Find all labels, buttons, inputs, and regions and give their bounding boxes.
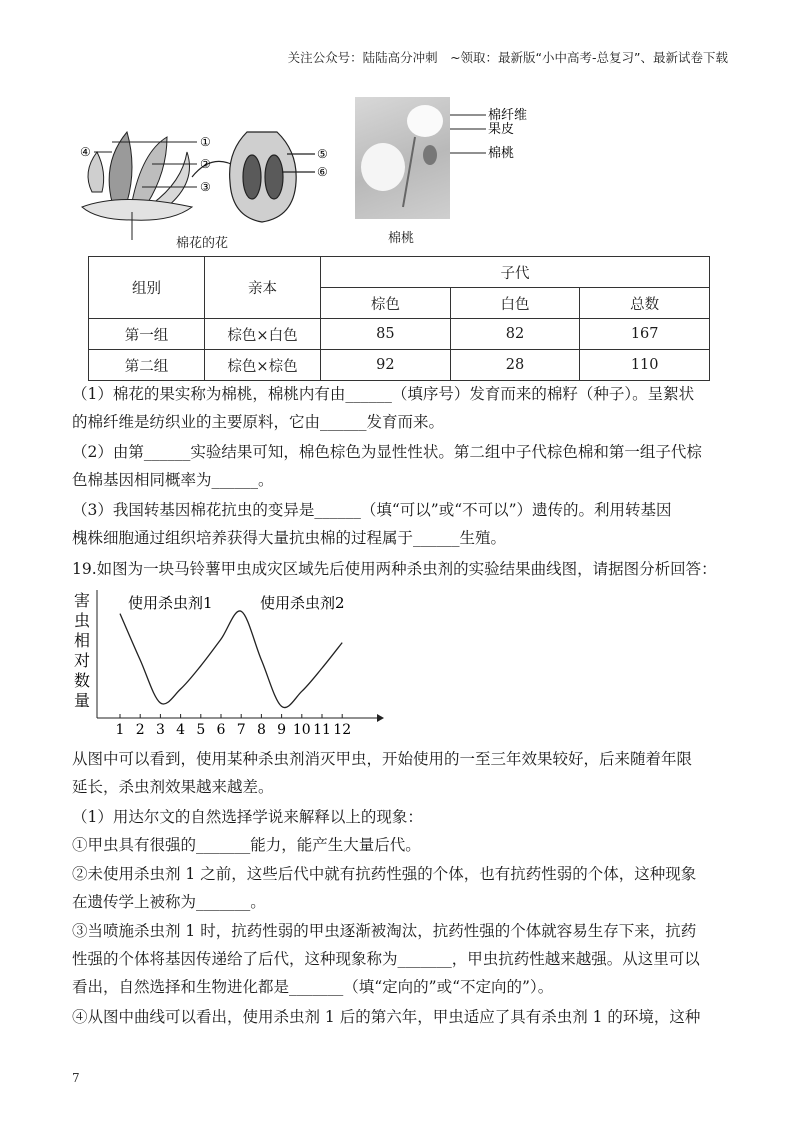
header-offspring: 子代 bbox=[321, 257, 710, 288]
table-row bbox=[89, 319, 710, 350]
x-tick-label: 2 bbox=[135, 722, 145, 738]
boll-photo-drawing bbox=[355, 97, 450, 219]
q19-item2-b: 在遗传学上被称为_______。 bbox=[72, 893, 266, 911]
header-group: 组别 bbox=[89, 257, 205, 319]
q18-part2-line2: 色棉基因相同概率为______。 bbox=[72, 471, 274, 489]
q18-part1-line2: 的棉纤维是纺织业的主要原料，它由______发育而来。 bbox=[72, 413, 445, 431]
q18-part3-line2: 槐株细胞通过组织培养获得大量抗虫棉的过程属于______生殖。 bbox=[72, 529, 507, 547]
table-row bbox=[89, 350, 710, 381]
x-tick-label: 7 bbox=[236, 722, 246, 738]
x-tick-label: 4 bbox=[176, 722, 186, 738]
cell-brown: 92 bbox=[321, 350, 451, 381]
q19-text-1: 从图中可以看到，使用某种杀虫剂消灭甲虫，开始使用的一至三年效果较好，后来随着年限 bbox=[72, 750, 693, 768]
q19-item4: ④从图中曲线可以看出，使用杀虫剂 1 后的第六年，甲虫适应了具有杀虫剂 1 的环境，这种 bbox=[72, 1008, 701, 1026]
cotton-boll-photo bbox=[355, 97, 450, 219]
x-tick-label: 6 bbox=[216, 722, 226, 738]
subheader-total: 总数 bbox=[580, 288, 710, 319]
pest-curve-chart bbox=[72, 588, 392, 740]
q19-item3-a: ③当喷施杀虫剂 1 时，抗药性弱的甲虫逐渐被淘汰，抗药性强的个体就容易生存下来，抗药 bbox=[72, 922, 697, 940]
cell-parent: 棕色×白色 bbox=[205, 319, 321, 350]
cell-parent: 棕色×棕色 bbox=[205, 350, 321, 381]
boll-caption: 棉桃 bbox=[388, 231, 415, 246]
cell-total: 110 bbox=[580, 350, 710, 381]
q18-part3-line1: （3）我国转基因棉花抗虫的变异是______（填“可以”或“不可以”）遗传的。利用转基因 bbox=[72, 501, 672, 519]
cross-result-table bbox=[88, 256, 710, 381]
subheader-white: 白色 bbox=[450, 288, 580, 319]
y-label-char: 相 bbox=[74, 631, 91, 650]
boll-label-lines bbox=[450, 100, 570, 170]
header-parent: 亲本 bbox=[205, 257, 321, 319]
q18-part2-line1: （2）由第______实验结果可知，棉色棕色为显性性状。第二组中子代棕色棉和第一组子代棕 bbox=[72, 443, 702, 461]
boll-label-fiber: 棉纤维 bbox=[488, 108, 528, 123]
y-label-char: 对 bbox=[74, 651, 91, 670]
q19-item1: ①甲虫具有很强的_______能力，能产生大量后代。 bbox=[72, 836, 421, 854]
x-tick-label: 10 bbox=[292, 722, 311, 738]
annotation-insecticide-2: 使用杀虫剂2 bbox=[260, 594, 345, 612]
y-label-char: 害 bbox=[74, 591, 91, 610]
cell-total: 167 bbox=[580, 319, 710, 350]
cell-brown: 85 bbox=[321, 319, 451, 350]
q18-part1-line1: （1）棉花的果实称为棉桃，棉桃内有由______（填序号）发育而来的棉籽（种子）。呈絮状 bbox=[72, 385, 695, 403]
x-tick-label: 11 bbox=[313, 722, 331, 738]
cell-group: 第二组 bbox=[89, 350, 205, 381]
q19-intro: 19.如图为一块马铃薯甲虫成灾区域先后使用两种杀虫剂的实验结果曲线图，请据图分析回答： bbox=[72, 560, 717, 578]
flower-drawing bbox=[82, 132, 197, 240]
q19-item3-c: 看出，自然选择和生物进化都是_______（填“定向的”或“不定向的”）。 bbox=[72, 978, 554, 996]
flower-caption: 棉花的花 bbox=[176, 236, 229, 251]
x-tick-label: 9 bbox=[277, 722, 287, 738]
x-tick-label: 3 bbox=[155, 722, 165, 738]
y-label-char: 虫 bbox=[74, 611, 91, 630]
cell-white: 28 bbox=[450, 350, 580, 381]
y-axis-label bbox=[74, 591, 90, 710]
x-tick-label: 5 bbox=[196, 722, 206, 738]
cotton-flower-figure bbox=[72, 112, 342, 252]
boll-label-boll: 棉桃 bbox=[488, 146, 515, 161]
flower-label-5: ⑤ bbox=[317, 147, 328, 161]
q19-item3-b: 性强的个体将基因传递给了后代，这种现象称为_______，甲虫抗药性越来越强。从这里可以 bbox=[72, 950, 700, 968]
subheader-brown: 棕色 bbox=[321, 288, 451, 319]
q19-sub1: （1）用达尔文的自然选择学说来解释以上的现象： bbox=[72, 808, 423, 826]
y-label-char: 数 bbox=[74, 671, 91, 690]
flower-label-3: ③ bbox=[200, 180, 211, 194]
y-label-char: 量 bbox=[74, 691, 91, 710]
series-line bbox=[120, 611, 342, 708]
x-tick-label: 8 bbox=[256, 722, 266, 738]
cell-white: 82 bbox=[450, 319, 580, 350]
flower-label-4: ④ bbox=[80, 145, 91, 159]
annotation-insecticide-1: 使用杀虫剂1 bbox=[128, 594, 213, 612]
header-note: 关注公众号：陆陆高分冲刺 ~领取：最新版“小中高考-总复习”、最新试卷下载 bbox=[287, 50, 728, 65]
flower-label-6: ⑥ bbox=[317, 165, 328, 179]
x-axis-arrow bbox=[377, 714, 384, 722]
boll-label-peel: 果皮 bbox=[488, 122, 515, 137]
cell-group: 第一组 bbox=[89, 319, 205, 350]
q19-item2-a: ②未使用杀虫剂 1 之前，这些后代中就有抗药性强的个体，也有抗药性弱的个体，这种现象 bbox=[72, 865, 697, 883]
x-tick-label: 12 bbox=[333, 722, 352, 738]
q19-text-2: 延长，杀虫剂效果越来越差。 bbox=[72, 778, 274, 796]
page-number: 7 bbox=[72, 1071, 80, 1085]
x-tick-label: 1 bbox=[115, 722, 125, 738]
flower-label-1: ① bbox=[200, 135, 211, 149]
flower-label-2: ② bbox=[200, 157, 211, 171]
